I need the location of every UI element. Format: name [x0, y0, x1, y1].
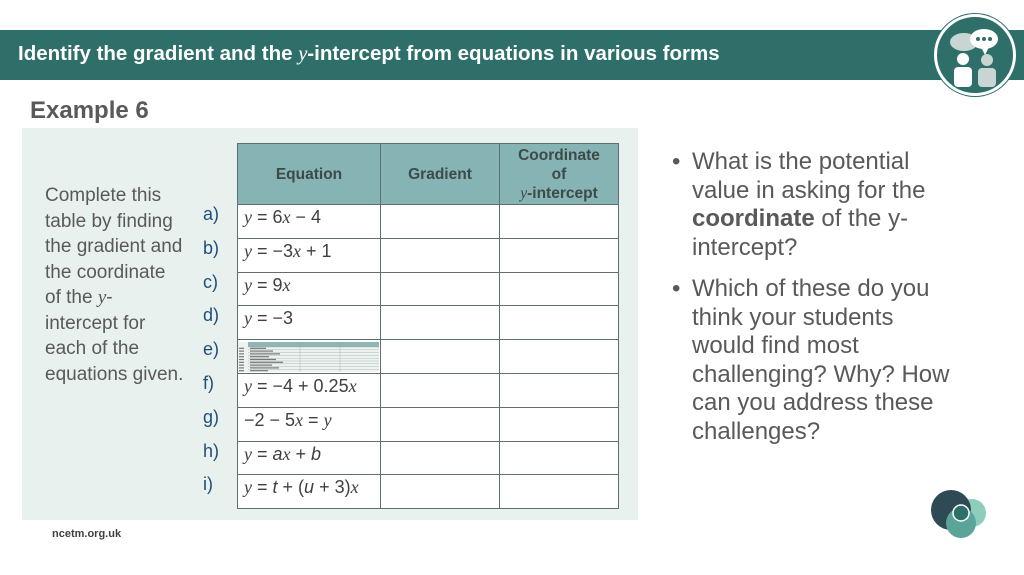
ncetm-circles-graphic	[928, 488, 988, 544]
bullet-item	[672, 275, 962, 446]
equation-token: u	[304, 477, 315, 498]
table-row	[238, 373, 619, 407]
table-row	[238, 340, 619, 374]
gradient-cell[interactable]	[381, 373, 500, 407]
discussion-people-graphic	[937, 17, 1013, 93]
discussion-bullets	[672, 148, 962, 459]
row-label: i)	[203, 474, 213, 495]
variable-token: y	[244, 308, 252, 329]
equation-cell	[238, 238, 381, 272]
variable-token: x	[350, 477, 359, 498]
discussion-people-icon	[934, 14, 1016, 96]
coordinate-cell[interactable]	[500, 205, 619, 239]
header-coordinate-line1: Coordinate of	[518, 146, 600, 183]
coordinate-cell[interactable]	[500, 441, 619, 475]
row-label: f)	[203, 373, 214, 393]
row-label: b)	[203, 237, 220, 258]
title-banner	[0, 30, 1024, 80]
equation-cell	[238, 205, 381, 239]
row-label: c)	[203, 271, 218, 292]
variable-token: x	[295, 409, 304, 430]
footer-url: ncetm.org.uk	[52, 528, 122, 540]
variable-token: x	[282, 274, 291, 295]
variable-token: x	[348, 375, 357, 396]
equation-token: +	[290, 443, 312, 464]
title-text-end: -intercept from equations in various forms	[307, 42, 720, 65]
instructions-text	[45, 183, 185, 387]
bullet-text	[692, 148, 925, 261]
variable-token: y	[244, 240, 252, 261]
table-header-row	[238, 144, 619, 205]
variable-token: y	[244, 443, 252, 464]
gradient-cell[interactable]	[381, 238, 500, 272]
equation-token: a	[272, 443, 283, 464]
row-label: h)	[203, 440, 220, 461]
equation-token: − 4	[290, 207, 322, 227]
variable-token: y	[244, 477, 252, 498]
coordinate-cell[interactable]	[500, 238, 619, 272]
row-label: g)	[203, 406, 220, 427]
coordinate-cell[interactable]	[500, 340, 619, 374]
gradient-cell[interactable]	[381, 205, 500, 239]
equation-token: −2 − 5	[244, 409, 296, 430]
variable-token: x	[282, 443, 291, 464]
equation-cell	[238, 373, 381, 407]
equation-token: = −3	[252, 308, 294, 329]
header-equation: Equation	[238, 144, 381, 205]
equation-token: =	[252, 443, 273, 464]
coordinate-cell[interactable]	[500, 407, 619, 441]
row-label: d)	[203, 305, 220, 326]
table-row	[238, 205, 619, 239]
coordinate-cell[interactable]	[500, 272, 619, 306]
variable-token: y	[244, 207, 252, 227]
header-gradient: Gradient	[381, 144, 500, 205]
variable-token: y	[244, 375, 252, 396]
bullet-text	[692, 275, 949, 445]
equation-token: t	[272, 477, 278, 498]
table-row	[238, 441, 619, 475]
equation-token: = −4 + 0.25	[252, 375, 349, 396]
ncetm-circles-logo	[928, 488, 988, 544]
equation-cell	[238, 407, 381, 441]
equation-token: + (	[277, 477, 305, 498]
bullet-text-start: Which of these do you think your students would find most challenging? Why? How can you address these challenges?	[692, 275, 950, 445]
header-coordinate	[500, 144, 619, 205]
bullet-marker: •	[672, 275, 681, 302]
equation-table	[237, 143, 619, 509]
equation-token: = 6	[252, 207, 283, 227]
table-row	[238, 272, 619, 306]
header-coordinate-line2: -intercept	[527, 184, 598, 202]
bullet-text-start: What is the potential value in asking for the	[692, 148, 926, 204]
bullet-item	[672, 148, 962, 262]
equation-cell	[238, 441, 381, 475]
embedded-table-thumbnail	[238, 342, 379, 372]
bullet-text-end: of the y-intercept?	[692, 205, 909, 261]
equation-cell	[238, 340, 381, 374]
table-row	[238, 407, 619, 441]
equation-token: + 3)	[314, 477, 351, 498]
bullet-text-bold: coordinate	[692, 205, 815, 232]
table-row	[238, 475, 619, 509]
gradient-cell[interactable]	[381, 441, 500, 475]
bullet-marker: •	[672, 148, 681, 175]
coordinate-cell[interactable]	[500, 306, 619, 340]
title-variable: y	[298, 43, 308, 65]
equation-cell	[238, 306, 381, 340]
gradient-cell[interactable]	[381, 272, 500, 306]
variable-token: x	[293, 240, 302, 261]
instructions-start: Complete this table by finding the gradient and the coordinate of the	[45, 185, 183, 308]
gradient-cell[interactable]	[381, 340, 500, 374]
coordinate-cell[interactable]	[500, 475, 619, 509]
variable-token: y	[323, 409, 332, 430]
row-label: e)	[203, 339, 220, 360]
table-row	[238, 238, 619, 272]
variable-token: y	[244, 274, 252, 295]
instructions-end: -intercept for each of the equations given.	[45, 287, 184, 385]
equation-cell	[238, 475, 381, 509]
row-label: a)	[203, 204, 220, 224]
equation-token: = 9	[252, 274, 283, 295]
gradient-cell[interactable]	[381, 306, 500, 340]
equation-token: =	[303, 409, 324, 430]
example-title: Example 6	[30, 97, 149, 124]
gradient-cell[interactable]	[381, 407, 500, 441]
equation-token: = −3	[252, 240, 294, 261]
coordinate-cell[interactable]	[500, 373, 619, 407]
page-title	[18, 42, 720, 66]
header-coordinate-variable: y	[520, 184, 528, 202]
equation-token: b	[311, 443, 322, 464]
equation-token: + 1	[301, 240, 332, 261]
instructions-variable: y	[97, 287, 107, 308]
equation-token: =	[252, 477, 273, 498]
table-row	[238, 306, 619, 340]
equation-cell	[238, 272, 381, 306]
variable-token: x	[282, 207, 291, 227]
gradient-cell[interactable]	[381, 475, 500, 509]
title-text-start: Identify the gradient and the	[18, 42, 299, 65]
